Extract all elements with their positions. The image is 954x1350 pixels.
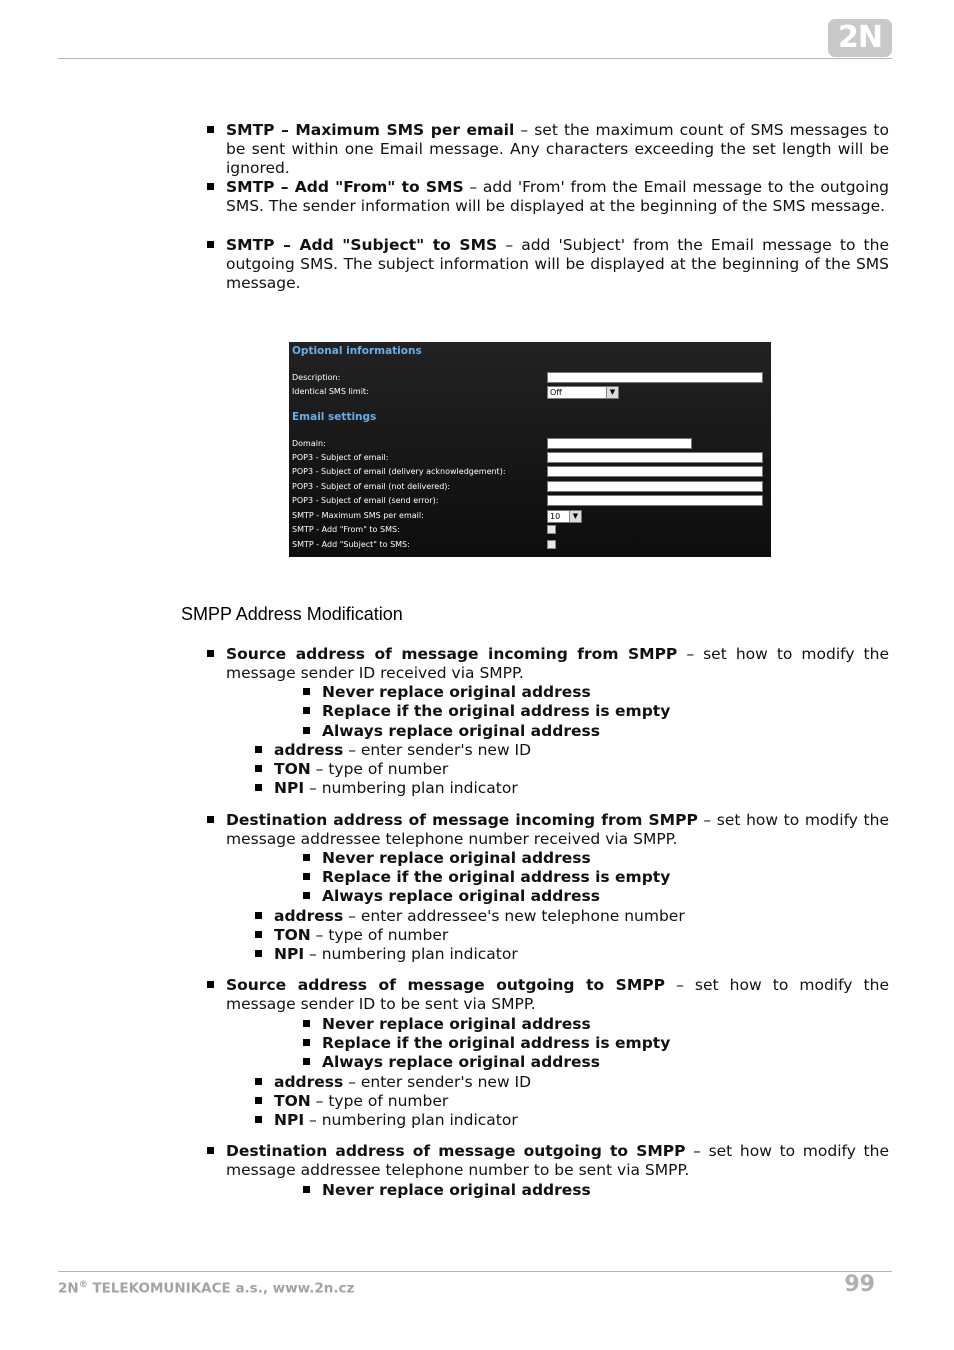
field-text: – type of number bbox=[310, 1092, 449, 1110]
pop3-senderr-label: POP3 - Subject of email (send error): bbox=[292, 496, 439, 505]
list-item bbox=[226, 1142, 889, 1180]
bullet-icon bbox=[255, 1116, 262, 1123]
field-label: address bbox=[274, 1073, 344, 1091]
option-label: Never replace original address bbox=[322, 849, 591, 867]
bullet-icon bbox=[255, 950, 262, 957]
field-item bbox=[274, 760, 448, 779]
field-label: address bbox=[274, 741, 344, 759]
pop3-ack-input[interactable] bbox=[547, 466, 763, 477]
bullet-icon bbox=[255, 765, 262, 772]
brand-logo: 2N bbox=[828, 19, 892, 57]
smtp-subject-checkbox[interactable] bbox=[547, 540, 556, 549]
list-item bbox=[226, 178, 889, 216]
field-item bbox=[274, 1111, 518, 1130]
smtp-from-label: SMTP - Add "From" to SMS: bbox=[292, 525, 400, 534]
bullet-icon bbox=[207, 183, 214, 190]
item-text: – set how to modify the message sender ID received via SMPP. bbox=[226, 645, 889, 683]
option-item bbox=[322, 1015, 591, 1034]
bullet-icon bbox=[207, 650, 214, 657]
bullet-icon bbox=[255, 1078, 262, 1085]
option-label: Replace if the original address is empty bbox=[322, 868, 671, 886]
bullet-icon bbox=[255, 912, 262, 919]
item-text: – set how to modify the message sender ID to be sent via SMPP. bbox=[226, 976, 889, 1014]
smtp-subject-label: SMTP - Add "Subject" to SMS: bbox=[292, 540, 410, 549]
optional-section-title: Optional informations bbox=[292, 345, 422, 357]
bullet-icon bbox=[255, 931, 262, 938]
option-item bbox=[322, 1181, 591, 1200]
smtp-max-label: SMTP - Maximum SMS per email: bbox=[292, 511, 424, 520]
bullet-icon bbox=[303, 1039, 310, 1046]
option-item bbox=[322, 1053, 600, 1072]
list-item bbox=[226, 236, 889, 294]
bullet-icon bbox=[207, 126, 214, 133]
list-item bbox=[226, 645, 889, 683]
option-label: Always replace original address bbox=[322, 887, 600, 905]
option-label: Never replace original address bbox=[322, 1181, 591, 1199]
field-text: – numbering plan indicator bbox=[304, 945, 518, 963]
bullet-icon bbox=[303, 854, 310, 861]
option-item bbox=[322, 683, 591, 702]
option-label: Replace if the original address is empty bbox=[322, 1034, 671, 1052]
list-item bbox=[226, 811, 889, 849]
field-label: TON bbox=[274, 926, 311, 944]
identical-limit-value: Off bbox=[550, 388, 562, 397]
smtp-max-select[interactable] bbox=[547, 510, 582, 523]
settings-screenshot bbox=[289, 342, 771, 557]
item-text: – set how to modify the message addressee telephone number received via SMPP. bbox=[226, 811, 889, 849]
item-title: Source address of message incoming from SMPP bbox=[226, 645, 678, 663]
pop3-notdel-label: POP3 - Subject of email (not delivered): bbox=[292, 482, 451, 491]
footer-company-text: TELEKOMUNIKACE a.s., www.2n.cz bbox=[87, 1280, 355, 1297]
bullet-icon bbox=[303, 892, 310, 899]
smtp-from-checkbox[interactable] bbox=[547, 525, 556, 534]
item-text: – set how to modify the message addressee telephone number to be sent via SMPP. bbox=[226, 1142, 889, 1180]
option-label: Replace if the original address is empty bbox=[322, 702, 671, 720]
list-item bbox=[226, 121, 889, 179]
bullet-icon bbox=[303, 873, 310, 880]
bullet-icon bbox=[303, 707, 310, 714]
item-title: Destination address of message incoming from SMPP bbox=[226, 811, 698, 829]
bullet-icon bbox=[255, 746, 262, 753]
field-label: TON bbox=[274, 760, 311, 778]
pop3-subject-label: POP3 - Subject of email: bbox=[292, 453, 389, 462]
field-item bbox=[274, 741, 531, 760]
item-text: – set the maximum count of SMS messages to be sent within one Email message. Any characters exceeding the set length will be ignored. bbox=[226, 121, 889, 178]
item-title: SMTP – Add "Subject" to SMS bbox=[226, 236, 498, 254]
option-item bbox=[322, 722, 600, 741]
field-text: – enter addressee's new telephone number bbox=[343, 907, 685, 925]
footer-divider bbox=[58, 1271, 892, 1272]
item-title: Destination address of message outgoing to SMPP bbox=[226, 1142, 686, 1160]
registered-mark: ® bbox=[78, 1280, 88, 1290]
item-title: SMTP – Add "From" to SMS bbox=[226, 178, 464, 196]
field-item bbox=[274, 907, 685, 926]
footer-company bbox=[58, 1280, 354, 1297]
header-divider bbox=[58, 58, 892, 59]
domain-label: Domain: bbox=[292, 439, 326, 448]
item-text: – add 'From' from the Email message to the outgoing SMS. The sender information will be displayed at the beginning of the SMS message. bbox=[226, 178, 889, 216]
chevron-down-icon: ▼ bbox=[606, 387, 618, 398]
option-item bbox=[322, 887, 600, 906]
item-title: SMTP – Maximum SMS per email bbox=[226, 121, 515, 139]
section-heading: SMPP Address Modification bbox=[181, 604, 403, 624]
field-text: – numbering plan indicator bbox=[304, 1111, 518, 1129]
identical-limit-select[interactable] bbox=[547, 386, 619, 399]
pop3-senderr-input[interactable] bbox=[547, 495, 763, 506]
bullet-icon bbox=[303, 1020, 310, 1027]
field-text: – type of number bbox=[310, 926, 449, 944]
field-label: NPI bbox=[274, 945, 305, 963]
footer-brand: 2N bbox=[58, 1280, 79, 1297]
field-item bbox=[274, 779, 518, 798]
domain-input[interactable] bbox=[547, 438, 692, 449]
option-item bbox=[322, 702, 670, 721]
field-text: – enter sender's new ID bbox=[343, 1073, 532, 1091]
field-text: – type of number bbox=[310, 760, 449, 778]
bullet-icon bbox=[207, 1147, 214, 1154]
option-label: Always replace original address bbox=[322, 1053, 600, 1071]
field-item bbox=[274, 1073, 531, 1092]
bullet-icon bbox=[207, 241, 214, 248]
option-item bbox=[322, 1034, 670, 1053]
item-text: – add 'Subject' from the Email message to the outgoing SMS. The subject information will be displayed at the beginning of the SMS message. bbox=[226, 236, 889, 293]
field-text: – numbering plan indicator bbox=[304, 779, 518, 797]
bullet-icon bbox=[207, 981, 214, 988]
description-input[interactable] bbox=[547, 372, 763, 383]
field-label: NPI bbox=[274, 1111, 305, 1129]
bullet-icon bbox=[303, 688, 310, 695]
identical-limit-label: Identical SMS limit: bbox=[292, 387, 369, 396]
page-number: 99 bbox=[844, 1272, 875, 1297]
field-item bbox=[274, 926, 448, 945]
field-item bbox=[274, 945, 518, 964]
chevron-down-icon: ▼ bbox=[569, 511, 581, 522]
option-item bbox=[322, 868, 670, 887]
option-label: Never replace original address bbox=[322, 683, 591, 701]
option-item bbox=[322, 849, 591, 868]
option-label: Never replace original address bbox=[322, 1015, 591, 1033]
pop3-subject-input[interactable] bbox=[547, 452, 763, 463]
list-item bbox=[226, 976, 889, 1014]
bullet-icon bbox=[303, 1186, 310, 1193]
description-label: Description: bbox=[292, 373, 341, 382]
pop3-notdel-input[interactable] bbox=[547, 481, 763, 492]
option-label: Always replace original address bbox=[322, 722, 600, 740]
field-label: address bbox=[274, 907, 344, 925]
field-label: TON bbox=[274, 1092, 311, 1110]
item-title: Source address of message outgoing to SMPP bbox=[226, 976, 665, 994]
field-label: NPI bbox=[274, 779, 305, 797]
bullet-icon bbox=[255, 1097, 262, 1104]
bullet-icon bbox=[207, 816, 214, 823]
bullet-icon bbox=[303, 727, 310, 734]
field-item bbox=[274, 1092, 448, 1111]
pop3-ack-label: POP3 - Subject of email (delivery acknowledgement): bbox=[292, 467, 506, 476]
email-section-title: Email settings bbox=[292, 411, 377, 423]
smtp-max-value: 10 bbox=[550, 512, 561, 521]
field-text: – enter sender's new ID bbox=[343, 741, 532, 759]
bullet-icon bbox=[255, 784, 262, 791]
bullet-icon bbox=[303, 1058, 310, 1065]
